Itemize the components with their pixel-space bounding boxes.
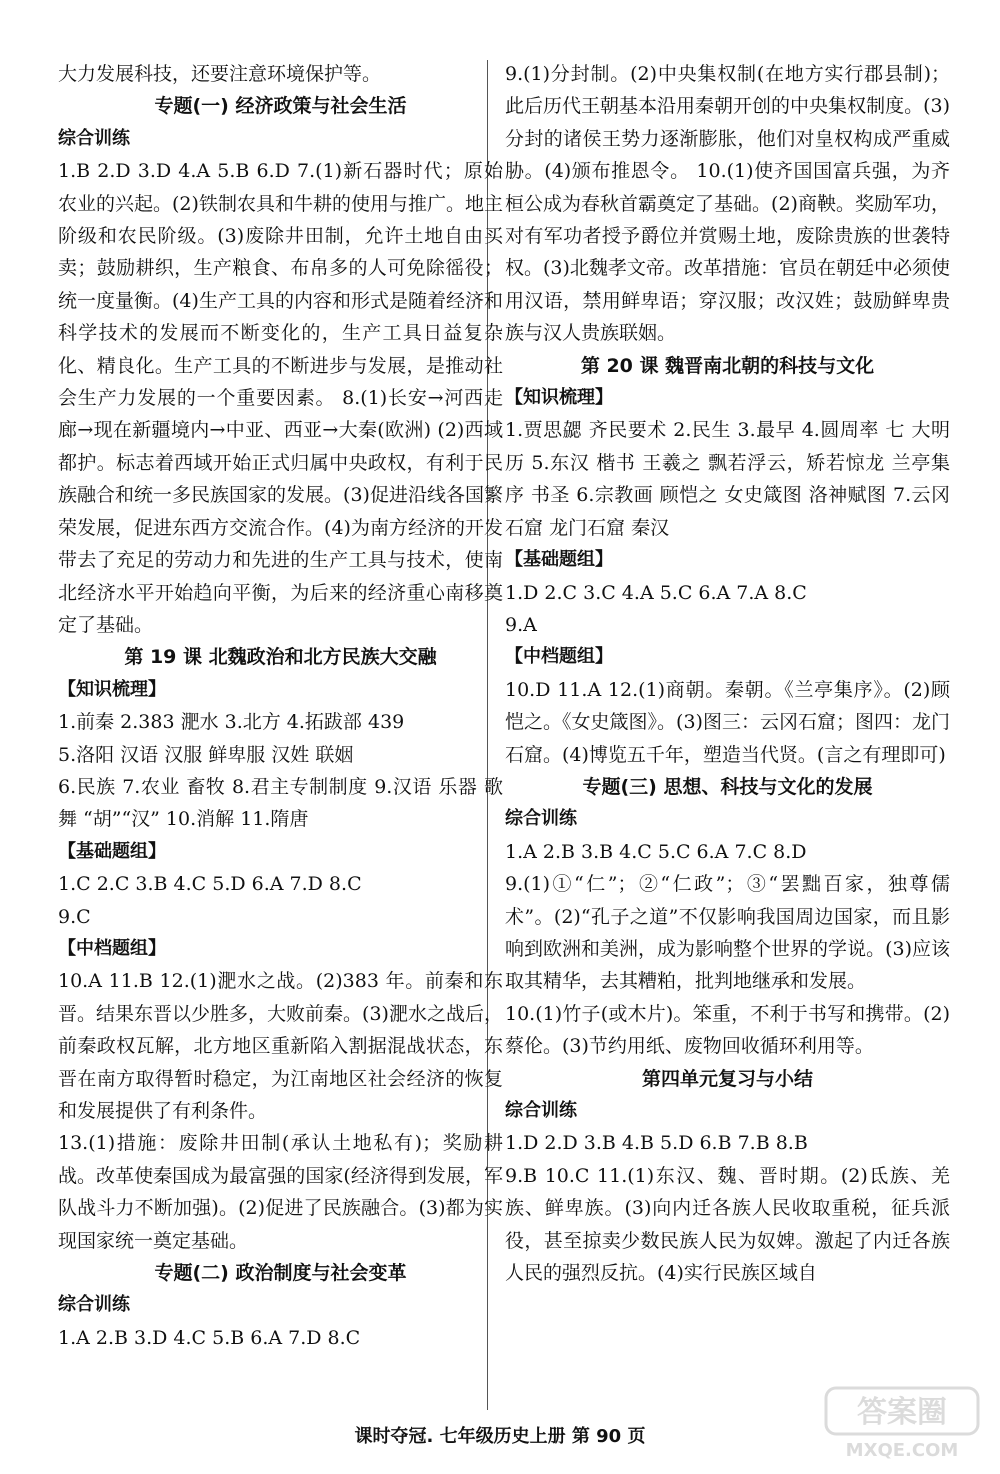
- subheading-comprehensive-1: 综合训练: [58, 127, 130, 149]
- lesson-19-medium-answers: 10.A 11.B 12.(1)淝水之战。(2)383 年。前秦和东晋。结果东晋以少胜多，大败前秦。(3)淝水之战后，前秦政权瓦解，北方地区重新陷入割据混战状态，东晋在南方取得暂时稳定，为江南地区社会经济的恢复和发展提供了有利条件。: [58, 970, 503, 1122]
- knowledge-line: 5.洛阳 汉语 汉服 鲜卑服 汉姓 联姻: [58, 743, 354, 766]
- basic-line: 9.A: [505, 613, 537, 636]
- section-title-topic-1: 专题(一) 经济政策与社会生活: [154, 95, 407, 118]
- topic-2-answers-continued: 9.(1)分封制。(2)中央集权制(在地方实行郡县制)；此后历代王朝基本沿用秦朝开创的中央集权制度。(3)分封的诸侯王势力逐渐膨胀，他们对皇权构成严重威胁。(4)颁布推恩令。 10.(1)使齐国国富兵强，为齐桓公成为春秋首霸奠定了基础。(2)商鞅。奖励军功，对有军功者授予爵位并赏赐土地，废除贵族的世袭特权。(3)北魏孝文帝。改革措施：官员在朝廷中必须使用汉语，禁用鲜卑语；穿汉服；改汉姓；鼓励鲜卑贵族与汉人贵族联姻。: [505, 63, 950, 345]
- lesson-19-medium-heading: 【中档题组】: [58, 937, 166, 959]
- lesson-19-knowledge-answers: [58, 706, 503, 836]
- watermark-logo: [822, 1384, 982, 1464]
- topic-2-answers-start: 1.A 2.B 3.D 4.C 5.B 6.A 7.D 8.C: [58, 1326, 361, 1349]
- lesson-19-knowledge-heading: 【知识梳理】: [58, 678, 166, 700]
- topic-3-question-10: 10.(1)竹子(或木片)。笨重，不利于书写和携带。(2)蔡伦。(3)节约用纸、废物回收循环利用等。: [505, 1002, 950, 1058]
- topic-3-choice-answers: 1.A 2.B 3.B 4.C 5.C 6.A 7.C 8.D: [505, 840, 807, 863]
- unit-4-choice-answers: 1.D 2.D 3.B 4.B 5.D 6.B 7.B 8.B: [505, 1132, 808, 1155]
- lesson-19-basic-answers: [58, 868, 503, 933]
- watermark-url: MXQE.COM: [845, 1440, 959, 1461]
- watermark-text: 答案圈: [857, 1395, 947, 1430]
- basic-line: 1.D 2.C 3.C 4.A 5.C 6.A 7.A 8.C: [505, 581, 807, 604]
- basic-line: 9.C: [58, 905, 91, 928]
- right-column: [505, 58, 950, 1289]
- section-title-topic-3: 专题(三) 思想、科技与文化的发展: [582, 775, 873, 798]
- basic-line: 1.C 2.C 3.B 4.C 5.D 6.A 7.D 8.C: [58, 873, 362, 896]
- topic-3-question-9: 9.(1)①“仁”；②“仁政”；③“罢黜百家，独尊儒术”。(2)“孔子之道”不仅影响我国周边国家，而且影响到欧洲和美洲，成为影响整个世界的学说。(3)应该取其精华，去其糟粕，批判地继承和发展。: [505, 873, 950, 993]
- lesson-20-basic-answers: [505, 577, 950, 642]
- lesson-20-basic-heading: 【基础题组】: [505, 549, 613, 571]
- subheading-comprehensive-2: 综合训练: [58, 1294, 130, 1316]
- lesson-20-title: 第 20 课 魏晋南北朝的科技与文化: [580, 354, 875, 377]
- lesson-20-medium-heading: 【中档题组】: [505, 646, 613, 668]
- lesson-19-question-13: 13.(1)措施：废除井田制(承认土地私有)；奖励耕战。改革使秦国成为最富强的国家(经济得到发展，军队战斗力不断加强)。(2)促进了民族融合。(3)都为实现国家统一奠定基础。: [58, 1132, 503, 1252]
- section-title-topic-2: 专题(二) 政治制度与社会变革: [154, 1262, 407, 1285]
- topic-1-answers: 1.B 2.D 3.D 4.A 5.B 6.D 7.(1)新石器时代；原始农业的兴起。(2)铁制农具和牛耕的使用与推广。地主阶级和农民阶级。(3)废除井田制，允许土地自由买卖；鼓励耕织，生产粮食、布帛多的人可免除徭役；统一度量衡。(4)生产工具的内容和形式是随着经济和科学技术的发展而不断变化的，生产工具日益复杂化、精良化。生产工具的不断进步与发展，是推动社会生产力发展的一个重要因素。 8.(1)长安→河西走廊→现在新疆境内→中亚、西亚→大秦(欧洲) (2)西域都护。标志着西域开始正式归属中央政权，有利于民族融合和统一多民族国家的发展。(3)促进沿线各国繁荣发展，促进东西方交流合作。(4)为南方经济的开发带去了充足的劳动力和先进的生产工具与技术，使南北经济水平开始趋向平衡，为后来的经济重心南移奠定了基础。: [58, 160, 503, 636]
- lesson-19-title: 第 19 课 北魏政治和北方民族大交融: [124, 646, 437, 669]
- subheading-comprehensive-4: 综合训练: [505, 1100, 577, 1121]
- knowledge-line: 1.前秦 2.383 淝水 3.北方 4.拓跋部 439: [58, 711, 405, 734]
- knowledge-line: 6.民族 7.农业 畜牧 8.君主专制制度 9.汉语 乐器 歌舞 “胡”“汉” 10.消解 11.隋唐: [58, 775, 503, 831]
- unit-4-review-title: 第四单元复习与小结: [641, 1067, 813, 1090]
- left-column: [58, 58, 503, 1354]
- lesson-19-basic-heading: 【基础题组】: [58, 840, 166, 862]
- lesson-20-knowledge-answers: 1.贾思勰 齐民要术 2.民生 3.最早 4.圆周率 七 大明历 5.东汉 楷书 王羲之 飘若浮云，矫若惊龙 兰亭集序 书圣 6.宗教画 顾恺之 女史箴图 洛神赋图 7.云冈石窟 龙门石窟 秦汉: [505, 419, 950, 539]
- intro-text: 大力发展科技，还要注意环境保护等。: [58, 63, 382, 85]
- unit-4-question-11: 9.B 10.C 11.(1)东汉、魏、晋时期。(2)氐族、羌族、鲜卑族。(3)向内迁各族人民收取重税，征兵派役，甚至掠卖少数民族人民为奴婢。激起了内迁各族人民的强烈反抗。(4)实行民族区域自: [505, 1164, 950, 1285]
- lesson-20-knowledge-heading: 【知识梳理】: [505, 387, 613, 409]
- subheading-comprehensive-3: 综合训练: [505, 808, 577, 830]
- page-footer: 课时夺冠. 七年级历史上册 第 90 页: [354, 1426, 646, 1447]
- lesson-20-medium-answers: 10.D 11.A 12.(1)商朝。秦朝。《兰亭集序》。(2)顾恺之。《女史箴图》。(3)图三：云冈石窟；图四：龙门石窟。(4)博览五千年，塑造当代贤。(言之有理即可): [505, 678, 950, 766]
